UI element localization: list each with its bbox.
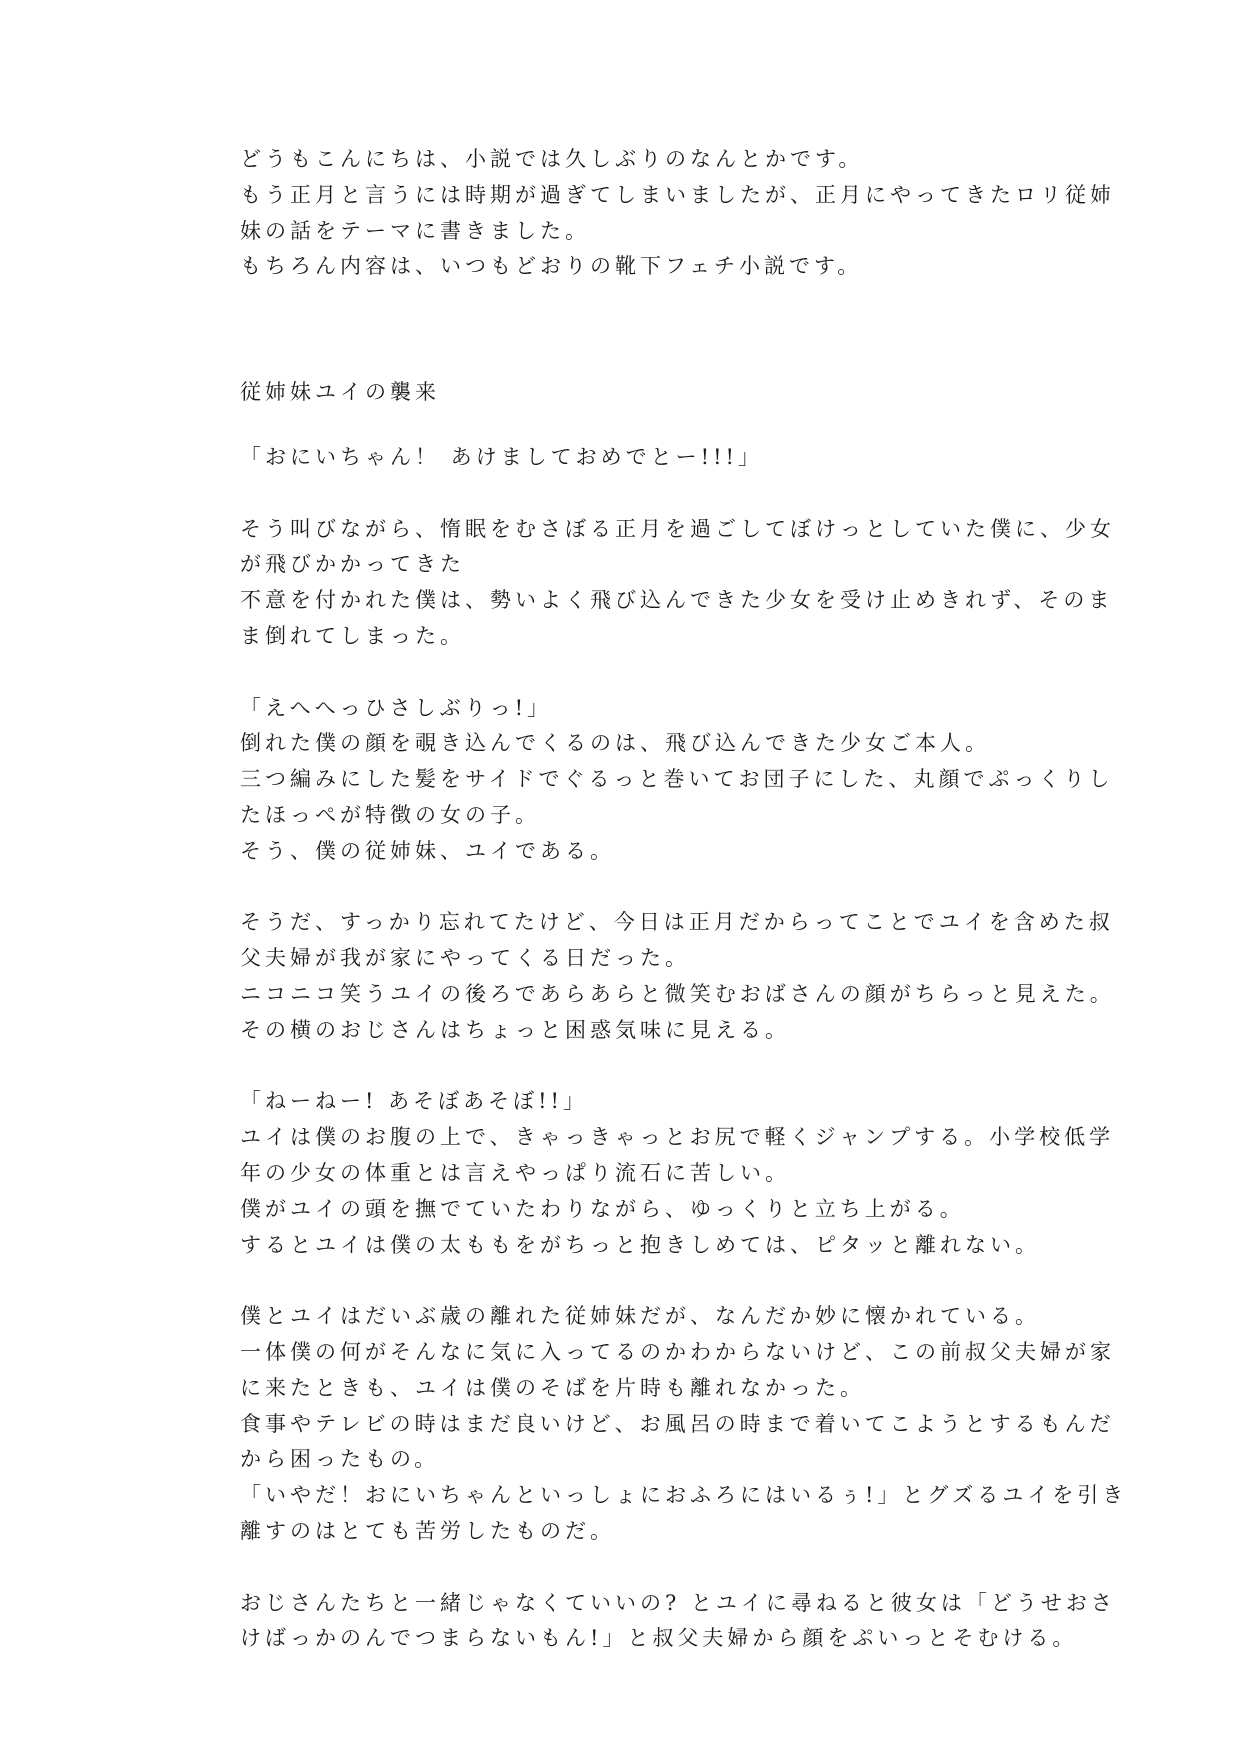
page-title: 従姉妹ユイの襲来 [240, 380, 440, 404]
body-line [240, 1263, 1010, 1299]
body-line [240, 655, 1010, 691]
body-line: おじさんたちと一緒じゃなくていいの? とユイに尋ねると彼女は「どうせおさ [240, 1590, 1116, 1615]
body-line: が飛びかかってきた [240, 552, 465, 577]
body-line [240, 870, 1010, 906]
body-line: 食事やテレビの時はまだ良いけど、お風呂の時まで着いてこようとするもんだ [240, 1411, 1115, 1436]
body-line: するとユイは僕の太ももをがちっと抱きしめては、ピタッと離れない。 [240, 1232, 1040, 1257]
body-line: 「いやだ！おにいちゃんといっしょにおふろにはいるぅ!」とグズるユイを引き [240, 1483, 1128, 1508]
story-title [240, 375, 1010, 411]
body-line: から困ったもの。 [240, 1447, 440, 1472]
intro-line: もう正月と言うには時期が過ぎてしまいましたが、正月にやってきたロリ従姉 [240, 182, 1115, 207]
body-line: 離すのはとても苦労したものだ。 [240, 1518, 615, 1543]
body-line [240, 476, 1010, 512]
intro-line: 妹の話をテーマに書きました。 [240, 218, 590, 243]
body-line: ま倒れてしまった。 [240, 623, 465, 648]
body-line: に来たときも、ユイは僕のそばを片時も離れなかった。 [240, 1375, 865, 1400]
body-line: その横のおじさんはちょっと困惑気味に見える。 [240, 1017, 790, 1042]
body-line: そう叫びながら、惰眠をむさぼる正月を過ごしてぼけっとしていた僕に、少女 [240, 516, 1115, 541]
body-line: 年の少女の体重とは言えやっぱり流石に苦しい。 [240, 1160, 790, 1185]
body-line: 不意を付かれた僕は、勢いよく飛び込んできた少女を受け止めきれず、そのま [240, 588, 1114, 613]
intro-section [240, 142, 1115, 285]
body-line: ユイは僕のお腹の上で、きゃっきゃっとお尻で軽くジャンプする。小学校低学 [240, 1125, 1115, 1150]
body-line: たほっぺが特徴の女の子。 [240, 802, 540, 827]
body-line: 僕がユイの頭を撫でていたわりながら、ゆっくりと立ち上がる。 [240, 1196, 965, 1221]
body-line: 一体僕の何がそんなに気に入ってるのかわからないけど、この前叔父夫婦が家 [240, 1339, 1115, 1364]
story-body [240, 440, 1128, 1657]
body-line: 「ねーねー! あそぼあそぼ!!」 [240, 1089, 588, 1114]
body-line: 父夫婦が我が家にやってくる日だった。 [240, 946, 690, 971]
body-line: 「えへへっひさしぶりっ!」 [240, 695, 553, 720]
body-line: 「おにいちゃん！ あけましておめでとー!!!」 [240, 445, 763, 469]
intro-line: どうもこんにちは、小説では久しぶりのなんとかです。 [240, 147, 864, 171]
body-line: そう、僕の従姉妹、ユイである。 [240, 838, 615, 863]
body-line: けばっかのんでつまらないもん!」と叔父夫婦から顔をぷいっとそむける。 [240, 1626, 1078, 1651]
body-line: ニコニコ笑うユイの後ろであらあらと微笑むおばさんの顔がちらっと見えた。 [240, 981, 1115, 1006]
body-line: 倒れた僕の顔を覗き込んでくるのは、飛び込んできた少女ご本人。 [240, 731, 990, 756]
body-line: そうだ、すっかり忘れてたけど、今日は正月だからってことでユイを含めた叔 [240, 910, 1114, 935]
body-line: 三つ編みにした髪をサイドでぐるっと巻いてお団子にした、丸顔でぷっくりし [240, 767, 1114, 792]
body-line [240, 1550, 1010, 1586]
intro-line: もちろん内容は、いつもどおりの靴下フェチ小説です。 [240, 254, 863, 279]
body-line [240, 1049, 1010, 1085]
body-line: 僕とユイはだいぶ歳の離れた従姉妹だが、なんだか妙に懐かれている。 [240, 1304, 1040, 1329]
